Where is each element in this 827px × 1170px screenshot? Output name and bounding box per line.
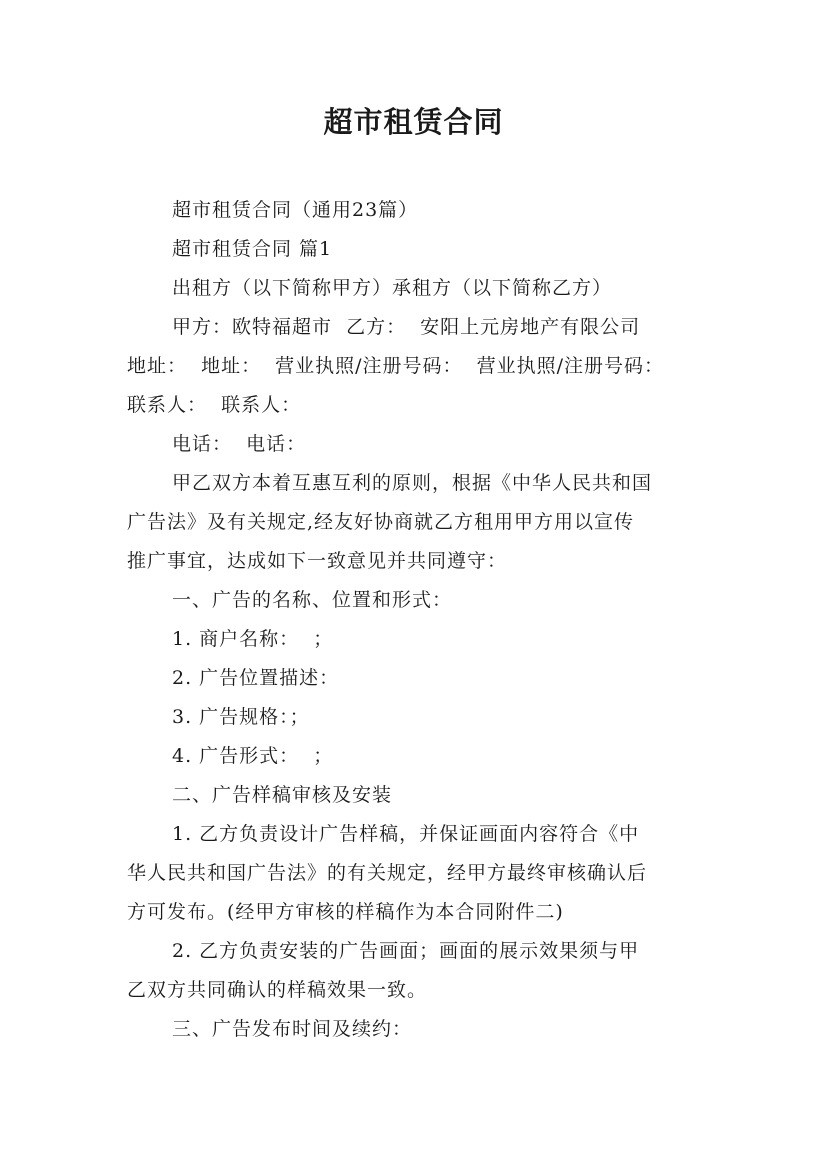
paragraph-line: 出租方（以下简称甲方）承租方（以下简称乙方） <box>172 277 613 299</box>
list-item: 2. 乙方负责安装的广告画面；画面的展示效果须与甲 <box>172 940 640 962</box>
list-item: 1. 乙方负责设计广告样稿，并保证画面内容符合《中 <box>172 823 640 845</box>
list-item: 3. 广告规格：； <box>172 706 310 728</box>
list-item: 4. 广告形式： ； <box>172 745 334 767</box>
paragraph-line: 超市租赁合同 篇1 <box>172 238 333 260</box>
paragraph-line: 甲方：欧特福超市 乙方： 安阳上元房地产有限公司 <box>172 316 641 338</box>
paragraph-line: 乙双方共同确认的样稿效果一致。 <box>127 979 428 1001</box>
paragraph-line: 方可发布。(经甲方审核的样稿作为本合同附件二) <box>127 901 564 923</box>
list-item: 2. 广告位置描述： <box>172 667 340 689</box>
paragraph-line: 超市租赁合同（通用23篇） <box>172 199 419 221</box>
section-heading: 一、广告的名称、位置和形式： <box>172 589 453 611</box>
paragraph-line: 华人民共和国广告法》的有关规定，经甲方最终审核确认后 <box>127 862 648 884</box>
paragraph-line: 联系人： 联系人： <box>127 394 302 416</box>
document-body <box>127 191 717 1049</box>
section-heading: 二、广告样稿审核及安装 <box>172 784 393 806</box>
paragraph-line: 甲乙双方本着互惠互利的原则，根据《中华人民共和国 <box>172 472 653 494</box>
paragraph-line: 电话： 电话： <box>172 433 307 455</box>
section-heading: 三、广告发布时间及续约： <box>172 1018 413 1040</box>
document-title: 超市租赁合同 <box>323 105 504 139</box>
paragraph-line: 地址： 地址： 营业执照/注册号码： 营业执照/注册号码： <box>127 355 665 377</box>
list-item: 1. 商户名称： ； <box>172 628 334 650</box>
paragraph-line: 推广事宜，达成如下一致意见并共同遵守： <box>127 550 508 572</box>
paragraph-line: 广告法》及有关规定,经友好协商就乙方租用甲方用以宣传 <box>127 511 635 533</box>
